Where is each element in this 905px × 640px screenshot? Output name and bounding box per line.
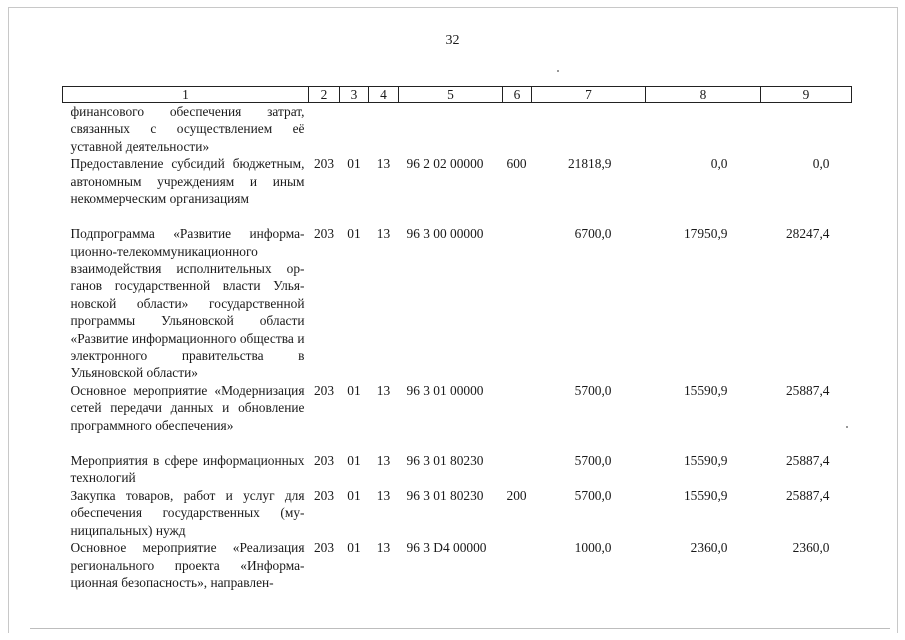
row-value-year2: 15590,9 [683, 382, 728, 398]
row-value-year2: 0,0 [710, 156, 728, 172]
table-row [63, 103, 852, 156]
row-rz [340, 103, 369, 156]
row-name: Подпрограмма «Развитие информационно-телекоммуникационного взаимодействия исполнительных органов государственной власти Ульяновской области» государственной программы Ульяновской области «Развитие информационного общества и электронного правительства в Ульяновской области» [70, 226, 305, 381]
row-value-year2: 15590,9 [683, 452, 728, 468]
row-ved: 203 [313, 156, 335, 172]
row-value-year2: 17950,9 [683, 226, 728, 242]
row-ved [309, 103, 340, 156]
row-name: финансового обеспечения затрат, связанных с осуществлением её уставной деятельности» [70, 104, 305, 154]
row-value-year1: 5700,0 [574, 452, 612, 468]
row-pr: 13 [376, 382, 391, 398]
row-vr [503, 539, 532, 591]
row-value-year2: 15590,9 [683, 487, 728, 503]
row-name: Закупка товаров, работ и услуг для обеспечения государственных (муниципальных) нужд [70, 487, 305, 538]
row-value-year2 [646, 103, 761, 156]
header-col-6: 6 [503, 87, 532, 103]
row-vr [503, 452, 532, 487]
row-pr: 13 [376, 487, 391, 503]
row-csr: 96 3 01 80230 [406, 452, 484, 468]
row-vr [503, 225, 532, 382]
row-name: Основное мероприятие «Модернизация сетей передачи данных и обновление программного обеспечения» [70, 382, 305, 433]
row-rz: 01 [347, 156, 361, 172]
row-name: Предоставление субсидий бюджетным, автономным учреждениям и иным некоммерческим организациям [70, 156, 305, 207]
row-pr: 13 [376, 452, 391, 468]
row-value-year3: 25887,4 [785, 382, 830, 398]
row-csr: 96 3 01 00000 [406, 382, 484, 398]
row-ved: 203 [313, 487, 335, 503]
row-value-year3: 0,0 [812, 156, 830, 172]
row-ved: 203 [313, 382, 335, 398]
page-bottom-edge [30, 628, 890, 629]
row-value-year3: 28247,4 [785, 226, 830, 242]
row-value-year1: 21818,9 [567, 156, 612, 172]
row-pr: 13 [376, 540, 391, 556]
table-row [63, 487, 852, 539]
table-row [63, 225, 852, 382]
row-vr [503, 382, 532, 452]
row-value-year3: 25887,4 [785, 487, 830, 503]
row-value-year2: 2360,0 [690, 540, 728, 556]
row-csr: 96 3 D4 00000 [406, 540, 487, 556]
row-rz: 01 [347, 452, 361, 468]
row-pr [369, 103, 399, 156]
row-csr: 96 2 02 00000 [406, 156, 484, 172]
table-row [63, 382, 852, 452]
row-pr: 13 [376, 226, 391, 242]
row-vr: 200 [506, 487, 527, 503]
row-value-year3: 25887,4 [785, 452, 830, 468]
column-number-header [63, 87, 852, 103]
row-name: Основное мероприятие «Реализация регионального проекта «Информационная безопасность», направлен- [70, 540, 305, 590]
row-ved: 203 [313, 226, 335, 242]
row-value-year1: 5700,0 [574, 487, 612, 503]
row-rz: 01 [347, 382, 361, 398]
budget-table [62, 86, 852, 591]
scan-speck [557, 70, 559, 72]
header-col-1: 1 [63, 87, 309, 103]
row-ved: 203 [313, 540, 335, 556]
header-col-5: 5 [399, 87, 503, 103]
header-col-9: 9 [761, 87, 852, 103]
header-col-7: 7 [532, 87, 646, 103]
row-value-year1: 5700,0 [574, 382, 612, 398]
table-row [63, 155, 852, 225]
table-row [63, 452, 852, 487]
row-name: Мероприятия в сфере информационных технологий [70, 452, 305, 486]
row-value-year3: 2360,0 [792, 540, 830, 556]
row-pr: 13 [376, 156, 391, 172]
header-col-4: 4 [369, 87, 399, 103]
row-ved: 203 [313, 452, 335, 468]
header-col-3: 3 [340, 87, 369, 103]
row-rz: 01 [347, 487, 361, 503]
row-value-year1: 6700,0 [574, 226, 612, 242]
row-value-year1: 1000,0 [574, 540, 612, 556]
row-rz: 01 [347, 540, 361, 556]
header-col-2: 2 [309, 87, 340, 103]
row-vr [503, 103, 532, 156]
table-row [63, 539, 852, 591]
row-rz: 01 [347, 226, 361, 242]
row-value-year1 [532, 103, 646, 156]
row-csr: 96 3 01 80230 [406, 487, 484, 503]
page-number: 32 [445, 33, 460, 48]
row-vr: 600 [506, 156, 527, 172]
row-csr [399, 103, 503, 156]
header-col-8: 8 [646, 87, 761, 103]
row-csr: 96 3 00 00000 [406, 226, 484, 242]
row-value-year3 [761, 103, 852, 156]
